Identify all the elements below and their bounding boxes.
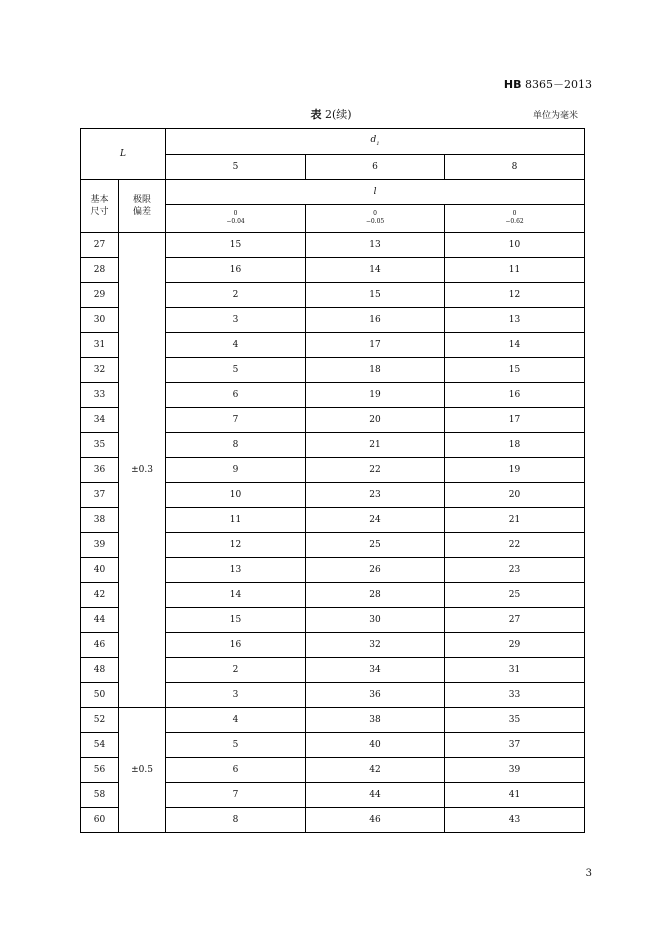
length-value-cell: 21	[306, 433, 445, 458]
basic-size-cell: 27	[81, 233, 119, 258]
length-value-cell: 24	[306, 508, 445, 533]
length-value-cell: 42	[306, 758, 445, 783]
basic-size-cell: 28	[81, 258, 119, 283]
length-value-cell: 18	[306, 358, 445, 383]
basic-size-cell: 40	[81, 558, 119, 583]
header-L: L	[81, 129, 166, 180]
length-value-cell: 15	[445, 358, 585, 383]
length-value-cell: 10	[166, 483, 306, 508]
length-value-cell: 23	[445, 558, 585, 583]
length-value-cell: 6	[166, 758, 306, 783]
length-value-cell: 36	[306, 683, 445, 708]
standard-number	[504, 76, 592, 92]
length-value-cell: 16	[166, 258, 306, 283]
length-value-cell: 2	[166, 283, 306, 308]
tolerance-upper: 0	[373, 210, 377, 217]
tolerance-lower: −0.04	[226, 218, 245, 225]
basic-size-cell: 29	[81, 283, 119, 308]
length-value-cell: 13	[306, 233, 445, 258]
length-value-cell: 25	[306, 533, 445, 558]
length-value-cell: 4	[166, 333, 306, 358]
length-value-cell: 15	[166, 233, 306, 258]
basic-size-cell: 42	[81, 583, 119, 608]
basic-size-cell: 30	[81, 308, 119, 333]
length-value-cell: 44	[306, 783, 445, 808]
basic-size-cell: 39	[81, 533, 119, 558]
basic-size-cell: 54	[81, 733, 119, 758]
length-value-cell: 30	[306, 608, 445, 633]
length-value-cell: 22	[306, 458, 445, 483]
length-value-cell: 38	[306, 708, 445, 733]
length-value-cell: 12	[166, 533, 306, 558]
basic-size-cell: 48	[81, 658, 119, 683]
header-basic-size: 基本 尺寸	[81, 180, 119, 233]
length-value-cell: 37	[445, 733, 585, 758]
length-value-cell: 16	[445, 383, 585, 408]
length-value-cell: 22	[445, 533, 585, 558]
length-value-cell: 35	[445, 708, 585, 733]
header-d-letter: d	[370, 134, 377, 145]
basic-size-cell: 31	[81, 333, 119, 358]
length-value-cell: 20	[306, 408, 445, 433]
basic-size-cell: 56	[81, 758, 119, 783]
basic-size-cell: 44	[81, 608, 119, 633]
length-value-cell: 16	[306, 308, 445, 333]
length-value-cell: 14	[166, 583, 306, 608]
length-value-cell: 13	[166, 558, 306, 583]
basic-size-cell: 37	[81, 483, 119, 508]
length-value-cell: 29	[445, 633, 585, 658]
length-value-cell: 13	[445, 308, 585, 333]
d-value-cell: 6	[306, 155, 445, 180]
length-value-cell: 14	[306, 258, 445, 283]
length-value-cell: 15	[306, 283, 445, 308]
basic-size-cell: 58	[81, 783, 119, 808]
length-value-cell: 19	[306, 383, 445, 408]
basic-size-cell: 32	[81, 358, 119, 383]
basic-size-cell: 50	[81, 683, 119, 708]
basic-size-cell: 35	[81, 433, 119, 458]
unit-note: 单位为毫米	[532, 111, 578, 121]
length-value-cell: 16	[166, 633, 306, 658]
length-value-cell: 41	[445, 783, 585, 808]
length-value-cell: 28	[306, 583, 445, 608]
header-limit-deviation: 极限 偏差	[119, 180, 166, 233]
length-value-cell: 15	[166, 608, 306, 633]
length-value-cell: 17	[306, 333, 445, 358]
length-value-cell: 2	[166, 658, 306, 683]
limit-deviation-cell: ±0.5	[119, 708, 166, 833]
table-row	[81, 708, 585, 733]
table-title-label: 表	[310, 108, 322, 121]
tolerance-cell	[166, 205, 306, 233]
length-value-cell: 32	[306, 633, 445, 658]
table-title-number: 2(续)	[324, 108, 352, 121]
length-value-cell: 20	[445, 483, 585, 508]
tolerance-lower: −0.05	[365, 218, 385, 225]
length-value-cell: 11	[166, 508, 306, 533]
tolerance-cell	[445, 205, 585, 233]
basic-size-cell: 36	[81, 458, 119, 483]
tolerance-upper: 0	[233, 210, 238, 217]
limit-deviation-cell: ±0.3	[119, 233, 166, 708]
length-value-cell: 10	[445, 233, 585, 258]
standard-prefix: HB	[503, 78, 522, 91]
length-value-cell: 39	[445, 758, 585, 783]
basic-size-cell: 33	[81, 383, 119, 408]
table-row	[81, 233, 585, 258]
length-value-cell: 43	[445, 808, 585, 833]
length-value-cell: 11	[445, 258, 585, 283]
length-value-cell: 4	[166, 708, 306, 733]
length-value-cell: 46	[306, 808, 445, 833]
tolerance-cell	[306, 205, 445, 233]
basic-size-cell: 38	[81, 508, 119, 533]
tolerance-lower: −0.62	[505, 218, 524, 225]
length-value-cell: 8	[166, 808, 306, 833]
length-value-cell: 27	[445, 608, 585, 633]
length-value-cell: 5	[166, 358, 306, 383]
length-value-cell: 6	[166, 383, 306, 408]
length-value-cell: 40	[306, 733, 445, 758]
d-value-cell: 8	[445, 155, 585, 180]
d-value-cell: 5	[166, 155, 306, 180]
page-number: 3	[585, 868, 592, 879]
length-value-cell: 23	[306, 483, 445, 508]
length-value-cell: 3	[166, 683, 306, 708]
tolerance-upper: 0	[512, 210, 517, 217]
length-value-cell: 14	[445, 333, 585, 358]
table-body	[81, 233, 585, 833]
length-value-cell: 33	[445, 683, 585, 708]
length-value-cell: 9	[166, 458, 306, 483]
length-value-cell: 8	[166, 433, 306, 458]
length-value-cell: 21	[445, 508, 585, 533]
length-value-cell: 12	[445, 283, 585, 308]
basic-size-cell: 52	[81, 708, 119, 733]
basic-size-cell: 34	[81, 408, 119, 433]
length-value-cell: 7	[166, 783, 306, 808]
header-l: l	[166, 180, 585, 205]
length-value-cell: 25	[445, 583, 585, 608]
length-value-cell: 5	[166, 733, 306, 758]
standard-code: 8365－2013	[525, 78, 592, 91]
length-value-cell: 7	[166, 408, 306, 433]
length-value-cell: 18	[445, 433, 585, 458]
length-value-cell: 3	[166, 308, 306, 333]
length-value-cell: 17	[445, 408, 585, 433]
basic-size-cell: 60	[81, 808, 119, 833]
header-d1	[166, 129, 585, 155]
header-d-subscript: 1	[376, 140, 380, 147]
length-value-cell: 31	[445, 658, 585, 683]
dimension-table	[80, 128, 585, 833]
length-value-cell: 34	[306, 658, 445, 683]
length-value-cell: 26	[306, 558, 445, 583]
basic-size-cell: 46	[81, 633, 119, 658]
length-value-cell: 19	[445, 458, 585, 483]
